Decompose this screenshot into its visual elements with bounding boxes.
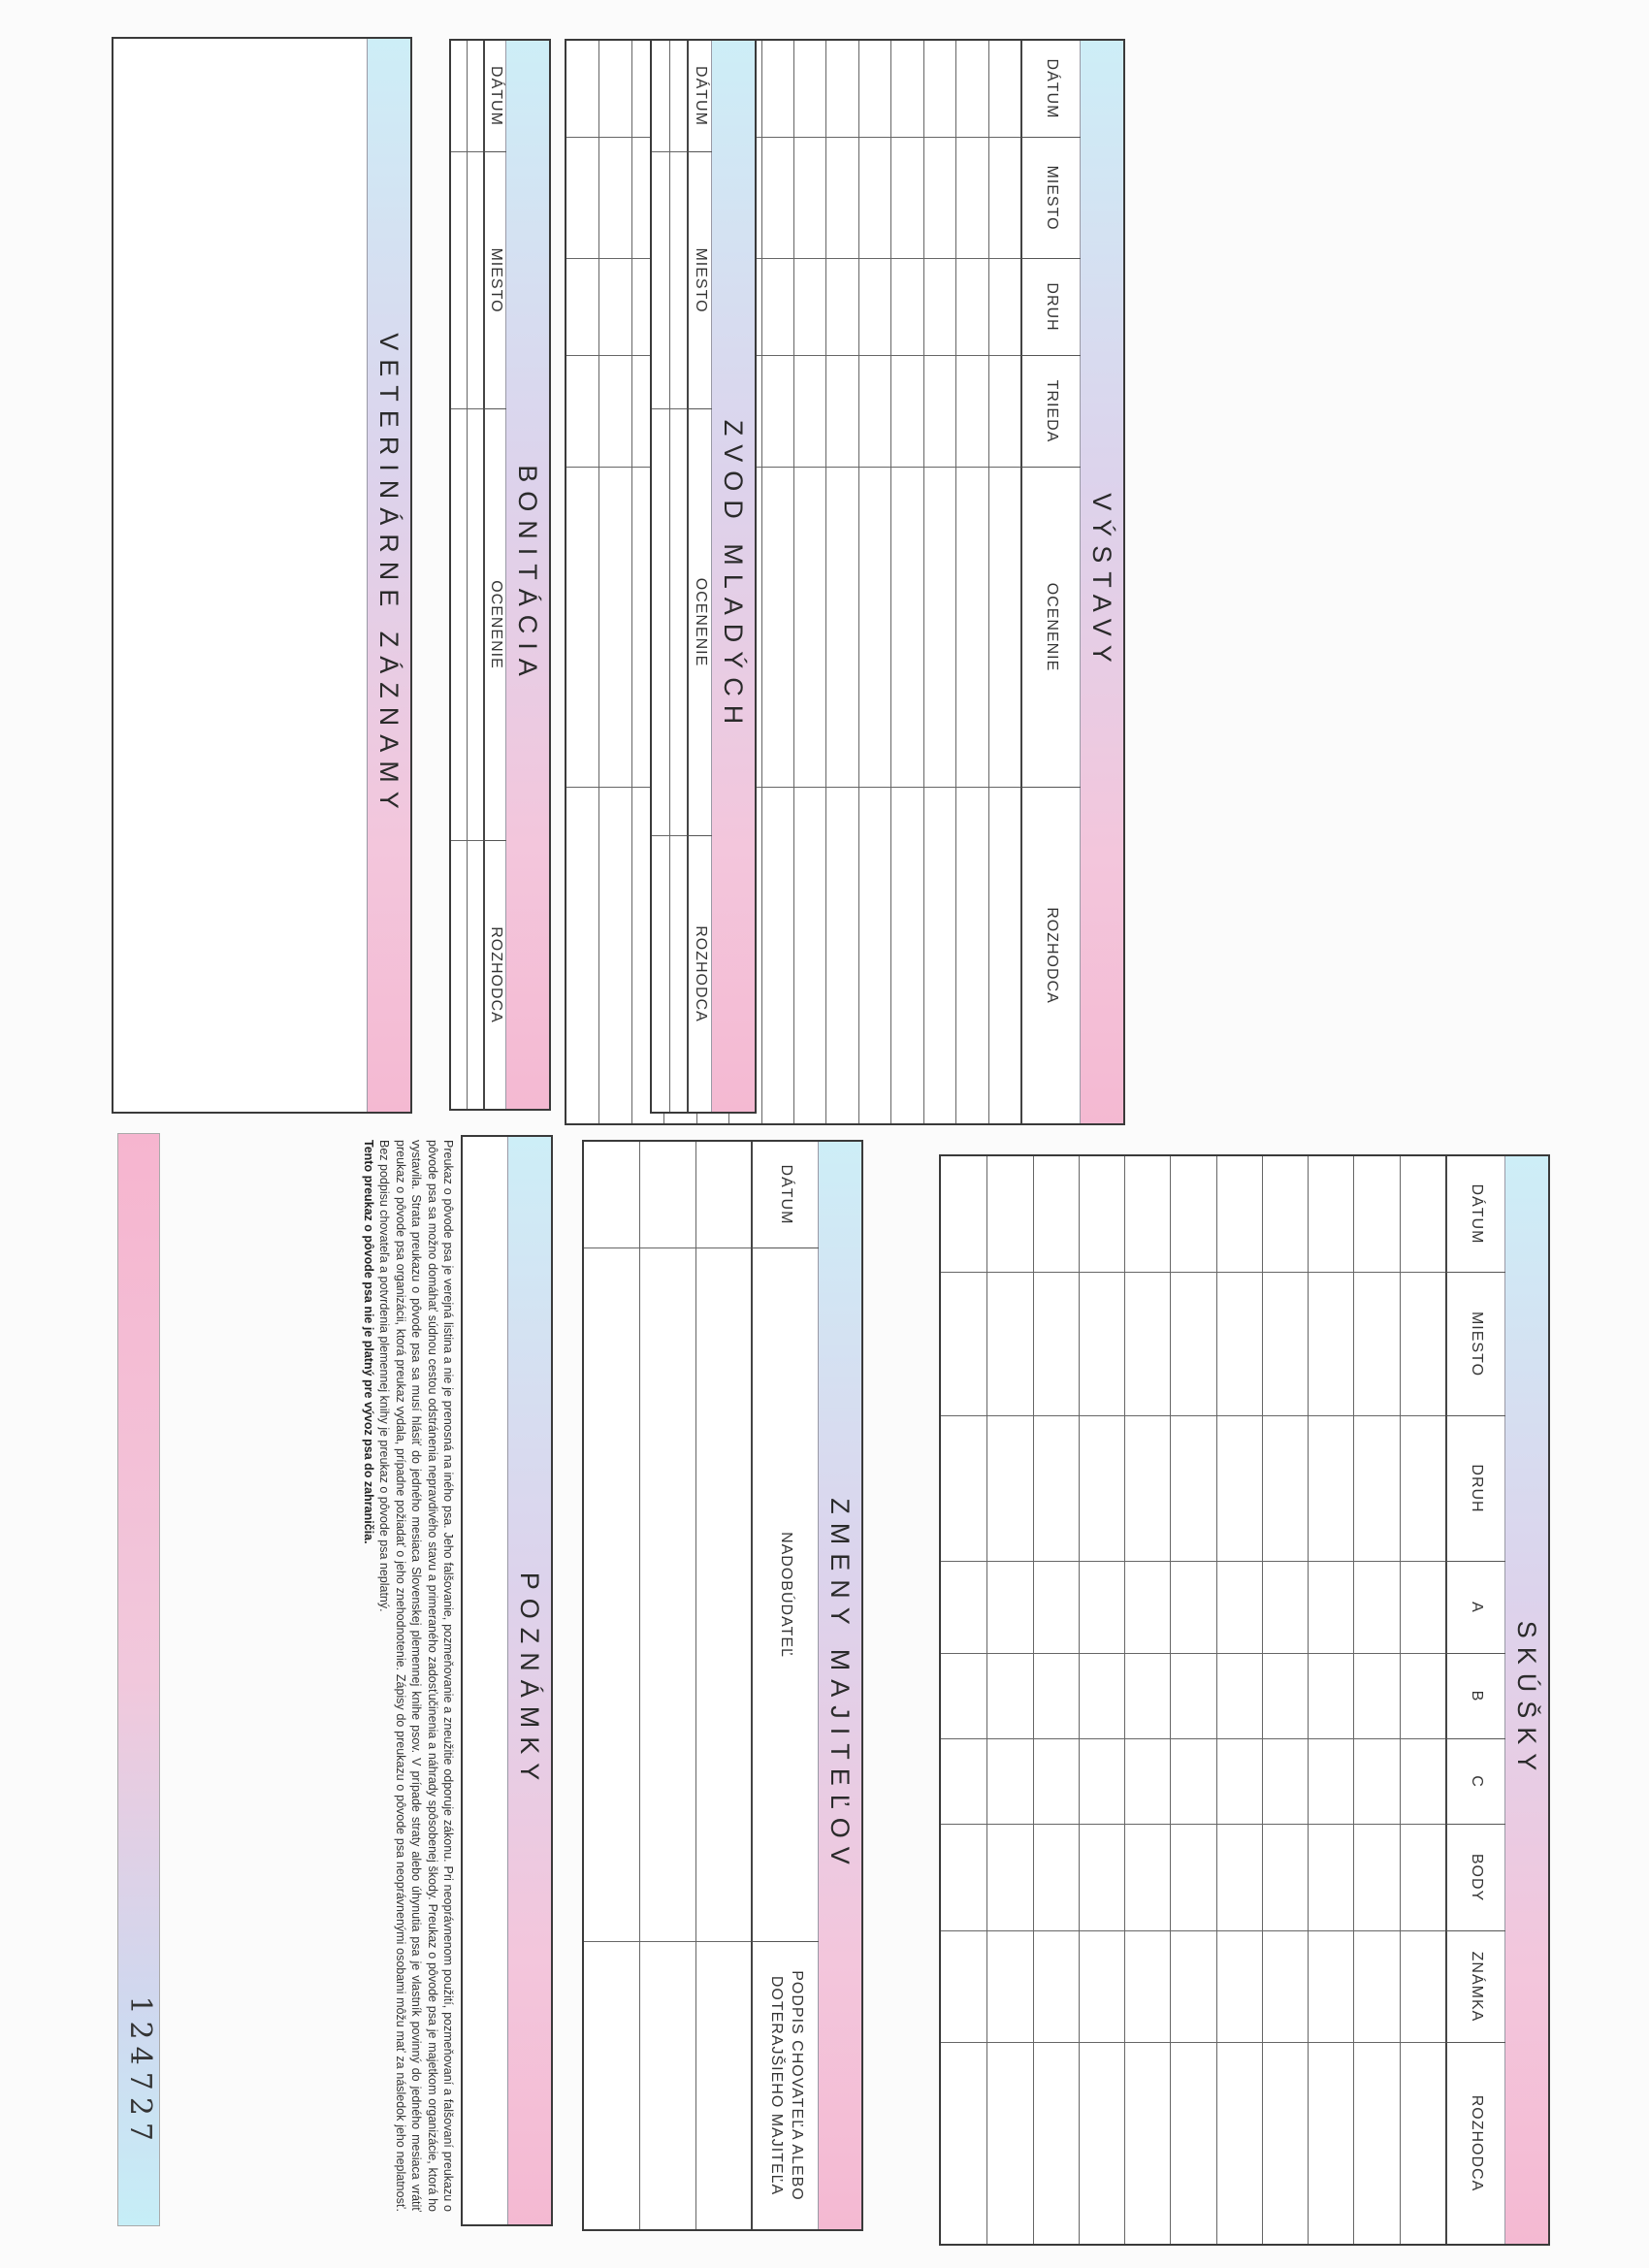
skusky-table-cell bbox=[941, 1156, 986, 1273]
zvod-table-cell bbox=[669, 41, 687, 152]
veterinarne-header-band bbox=[367, 39, 410, 1112]
zmeny-table-cell bbox=[584, 1142, 639, 1248]
skusky-table-cell bbox=[1170, 1562, 1215, 1654]
zvod-col-datum: DÁTUM bbox=[687, 41, 712, 152]
poznamky-section bbox=[461, 1135, 553, 2226]
skusky-table-cell bbox=[986, 1825, 1032, 1931]
skusky-col-rozhodca: ROZHODCA bbox=[1445, 2043, 1505, 2244]
vystavy-table-cell bbox=[955, 259, 987, 356]
skusky-table-cell bbox=[1400, 1562, 1445, 1654]
skusky-col-miesto: MIESTO bbox=[1445, 1273, 1505, 1416]
bonitacia-table bbox=[451, 41, 506, 1109]
skusky-table-cell bbox=[941, 1654, 986, 1739]
skusky-table-cell bbox=[1216, 1416, 1262, 1562]
serial-number: 124727 bbox=[123, 1995, 157, 2148]
bonitacia-table-cell bbox=[451, 41, 468, 152]
skusky-table-cell bbox=[1033, 1931, 1079, 2043]
poznamky-title: POZNÁMKY bbox=[515, 1571, 545, 1790]
skusky-table-cell bbox=[1170, 1931, 1215, 2043]
skusky-table-cell bbox=[1308, 1562, 1353, 1654]
skusky-table-cell bbox=[986, 1931, 1032, 2043]
skusky-table-cell bbox=[941, 1416, 986, 1562]
skusky-table-cell bbox=[1262, 1654, 1308, 1739]
bonitacia-section bbox=[449, 39, 551, 1111]
skusky-table-cell bbox=[1170, 1739, 1215, 1825]
vystavy-table-cell bbox=[923, 788, 955, 1123]
skusky-table-cell bbox=[1033, 1416, 1079, 1562]
skusky-table-cell bbox=[941, 1931, 986, 2043]
vystavy-table-cell bbox=[566, 138, 598, 259]
skusky-table-cell bbox=[1079, 1825, 1124, 1931]
skusky-table-cell bbox=[1124, 1739, 1170, 1825]
skusky-table-cell bbox=[941, 1562, 986, 1654]
vystavy-table-cell bbox=[858, 259, 890, 356]
vystavy-table-cell bbox=[923, 259, 955, 356]
zvod-title: ZVOD MLADÝCH bbox=[719, 419, 749, 733]
skusky-table-cell bbox=[1262, 1562, 1308, 1654]
skusky-table-cell bbox=[1216, 1931, 1262, 2043]
skusky-table-cell bbox=[1400, 1931, 1445, 2043]
zvod-section bbox=[650, 39, 757, 1114]
skusky-table-cell bbox=[1216, 1825, 1262, 1931]
vystavy-header-band bbox=[1080, 41, 1123, 1123]
vystavy-col-miesto: MIESTO bbox=[1020, 138, 1081, 259]
skusky-table-cell bbox=[986, 2043, 1032, 2244]
skusky-table-cell bbox=[1124, 1562, 1170, 1654]
vystavy-table-cell bbox=[988, 356, 1020, 468]
vystavy-table-cell bbox=[955, 356, 987, 468]
skusky-table-cell bbox=[1124, 1825, 1170, 1931]
skusky-table-cell bbox=[1033, 1156, 1079, 1273]
vystavy-table-cell bbox=[955, 788, 987, 1123]
skusky-table-cell bbox=[1170, 1825, 1215, 1931]
skusky-table-cell bbox=[986, 1156, 1032, 1273]
skusky-table-cell bbox=[1170, 1156, 1215, 1273]
vystavy-table-cell bbox=[566, 468, 598, 788]
vystavy-table-cell bbox=[761, 356, 793, 468]
skusky-table-cell bbox=[1353, 1739, 1399, 1825]
vystavy-table-cell bbox=[793, 259, 825, 356]
bonitacia-table-cell bbox=[451, 409, 468, 841]
skusky-col-znamka: ZNÁMKA bbox=[1445, 1931, 1505, 2043]
vystavy-table-cell bbox=[825, 356, 857, 468]
vystavy-table-cell bbox=[923, 356, 955, 468]
skusky-table-cell bbox=[941, 1825, 986, 1931]
skusky-table-cell bbox=[1262, 1825, 1308, 1931]
skusky-table-cell bbox=[941, 1739, 986, 1825]
bonitacia-table-cell bbox=[468, 41, 484, 152]
skusky-table-cell bbox=[1400, 1825, 1445, 1931]
bonitacia-table-cell bbox=[468, 152, 484, 409]
veterinarne-title: VETERINÁRNE ZÁZNAMY bbox=[374, 333, 404, 818]
vystavy-table-cell bbox=[890, 41, 922, 138]
skusky-table-cell bbox=[1124, 2043, 1170, 2244]
skusky-table-cell bbox=[1308, 1654, 1353, 1739]
vystavy-table bbox=[566, 41, 1081, 1123]
vystavy-table-cell bbox=[566, 356, 598, 468]
vystavy-table-cell bbox=[566, 41, 598, 138]
zvod-table-cell bbox=[669, 152, 687, 409]
zmeny-col-podpis: PODPIS CHOVATEĽA ALEBO DOTERAJŠIEHO MAJITEĽA bbox=[751, 1942, 819, 2229]
vystavy-table-cell bbox=[988, 41, 1020, 138]
skusky-table-cell bbox=[1079, 1739, 1124, 1825]
zmeny-table-cell bbox=[695, 1942, 751, 2229]
vystavy-col-trieda: TRIEDA bbox=[1020, 356, 1081, 468]
skusky-table-cell bbox=[1033, 1562, 1079, 1654]
skusky-table-cell bbox=[986, 1562, 1032, 1654]
zmeny-col-nadobudatel: NADOBÚDATEĽ bbox=[751, 1248, 819, 1942]
zmeny-col-datum: DÁTUM bbox=[751, 1142, 819, 1248]
skusky-table-cell bbox=[1216, 1156, 1262, 1273]
vystavy-table-cell bbox=[598, 138, 630, 259]
skusky-table-cell bbox=[1033, 1654, 1079, 1739]
skusky-table-cell bbox=[1353, 1156, 1399, 1273]
zmeny-table-cell bbox=[584, 1248, 639, 1942]
skusky-table-cell bbox=[1353, 1654, 1399, 1739]
skusky-table-cell bbox=[1033, 1825, 1079, 1931]
skusky-table-cell bbox=[1079, 2043, 1124, 2244]
skusky-table-cell bbox=[1033, 1273, 1079, 1416]
skusky-table-cell bbox=[1308, 1739, 1353, 1825]
vystavy-table-cell bbox=[793, 468, 825, 788]
skusky-table-cell bbox=[1216, 1654, 1262, 1739]
skusky-table-cell bbox=[1216, 2043, 1262, 2244]
vystavy-table-cell bbox=[825, 468, 857, 788]
vystavy-table-cell bbox=[988, 259, 1020, 356]
zvod-table-cell bbox=[669, 409, 687, 836]
skusky-table-cell bbox=[1308, 1273, 1353, 1416]
skusky-col-datum: DÁTUM bbox=[1445, 1156, 1505, 1273]
poznamky-header-band bbox=[507, 1137, 551, 2224]
zvod-table bbox=[652, 41, 712, 1112]
zmeny-table-cell bbox=[695, 1142, 751, 1248]
skusky-table-cell bbox=[1400, 1156, 1445, 1273]
vystavy-col-rozhodca: ROZHODCA bbox=[1020, 788, 1081, 1123]
skusky-col-c: C bbox=[1445, 1739, 1505, 1825]
skusky-table-cell bbox=[1308, 1825, 1353, 1931]
skusky-table-cell bbox=[941, 1273, 986, 1416]
bonitacia-table-cell bbox=[468, 409, 484, 841]
vystavy-table-cell bbox=[890, 259, 922, 356]
vystavy-table-cell bbox=[858, 356, 890, 468]
skusky-table-cell bbox=[1262, 1273, 1308, 1416]
vystavy-table-cell bbox=[793, 788, 825, 1123]
skusky-table-cell bbox=[1079, 1156, 1124, 1273]
vystavy-table-cell bbox=[955, 468, 987, 788]
skusky-table-cell bbox=[1079, 1562, 1124, 1654]
skusky-table-cell bbox=[1079, 1416, 1124, 1562]
skusky-table-cell bbox=[1079, 1273, 1124, 1416]
skusky-table-cell bbox=[1400, 1273, 1445, 1416]
serial-band bbox=[117, 1133, 160, 2226]
skusky-header-band bbox=[1504, 1156, 1548, 2244]
vystavy-table-cell bbox=[955, 138, 987, 259]
skusky-col-body: BODY bbox=[1445, 1825, 1505, 1931]
vystavy-table-cell bbox=[793, 356, 825, 468]
vystavy-table-cell bbox=[761, 138, 793, 259]
skusky-table-cell bbox=[941, 2043, 986, 2244]
skusky-table-cell bbox=[1262, 1931, 1308, 2043]
skusky-table-cell bbox=[1124, 1931, 1170, 2043]
skusky-table-cell bbox=[1216, 1739, 1262, 1825]
vystavy-table-cell bbox=[923, 468, 955, 788]
vystavy-table-cell bbox=[598, 468, 630, 788]
vystavy-col-datum: DÁTUM bbox=[1020, 41, 1081, 138]
skusky-table-cell bbox=[1308, 1156, 1353, 1273]
vystavy-table-cell bbox=[761, 468, 793, 788]
zvod-table-cell bbox=[652, 836, 669, 1112]
zvod-col-rozhodca: ROZHODCA bbox=[687, 836, 712, 1112]
vystavy-table-cell bbox=[988, 138, 1020, 259]
skusky-table-cell bbox=[1353, 1931, 1399, 2043]
skusky-table-cell bbox=[1400, 2043, 1445, 2244]
skusky-table-cell bbox=[1400, 1416, 1445, 1562]
bonitacia-header-band bbox=[505, 41, 549, 1109]
zmeny-table-cell bbox=[639, 1142, 695, 1248]
zvod-table-cell bbox=[652, 409, 669, 836]
skusky-table-cell bbox=[1216, 1562, 1262, 1654]
skusky-table-cell bbox=[986, 1416, 1032, 1562]
skusky-table-cell bbox=[1308, 1416, 1353, 1562]
skusky-table-cell bbox=[1124, 1654, 1170, 1739]
skusky-table-cell bbox=[1262, 1156, 1308, 1273]
vystavy-table-cell bbox=[793, 41, 825, 138]
skusky-table-cell bbox=[1262, 1739, 1308, 1825]
skusky-table-cell bbox=[1124, 1273, 1170, 1416]
vystavy-table-cell bbox=[825, 138, 857, 259]
vystavy-table-cell bbox=[858, 41, 890, 138]
vystavy-table-cell bbox=[598, 356, 630, 468]
zvod-table-cell bbox=[652, 41, 669, 152]
bonitacia-col-rozhodca: ROZHODCA bbox=[483, 841, 506, 1109]
vystavy-col-druh: DRUH bbox=[1020, 259, 1081, 356]
skusky-table-cell bbox=[1216, 1273, 1262, 1416]
bonitacia-col-datum: DÁTUM bbox=[483, 41, 506, 152]
bonitacia-col-miesto: MIESTO bbox=[483, 152, 506, 409]
bonitacia-table-cell bbox=[451, 152, 468, 409]
vystavy-table-cell bbox=[566, 788, 598, 1123]
skusky-table-cell bbox=[1079, 1931, 1124, 2043]
skusky-table-cell bbox=[1353, 1562, 1399, 1654]
vystavy-table-cell bbox=[988, 468, 1020, 788]
zvod-col-miesto: MIESTO bbox=[687, 152, 712, 409]
zvod-header-band bbox=[711, 41, 755, 1112]
skusky-table-cell bbox=[1262, 1416, 1308, 1562]
skusky-table-cell bbox=[1124, 1416, 1170, 1562]
bonitacia-table-cell bbox=[468, 841, 484, 1109]
vystavy-table-cell bbox=[890, 788, 922, 1123]
zvod-table-cell bbox=[652, 152, 669, 409]
vystavy-table-cell bbox=[761, 259, 793, 356]
zvod-table-cell bbox=[669, 836, 687, 1112]
zmeny-table-cell bbox=[584, 1942, 639, 2229]
zmeny-section bbox=[582, 1140, 863, 2231]
vystavy-table-cell bbox=[793, 138, 825, 259]
skusky-table-cell bbox=[986, 1273, 1032, 1416]
skusky-table-cell bbox=[1170, 1654, 1215, 1739]
skusky-table-cell bbox=[986, 1739, 1032, 1825]
vystavy-table-cell bbox=[825, 41, 857, 138]
zvod-col-ocenenie: OCENENIE bbox=[687, 409, 712, 836]
vystavy-table-cell bbox=[890, 356, 922, 468]
zmeny-table-cell bbox=[639, 1942, 695, 2229]
vystavy-table-cell bbox=[761, 788, 793, 1123]
skusky-col-druh: DRUH bbox=[1445, 1416, 1505, 1562]
vystavy-col-ocenenie: OCENENIE bbox=[1020, 468, 1081, 788]
zmeny-table-cell bbox=[695, 1248, 751, 1942]
zmeny-title: ZMENY MAJITEĽOV bbox=[825, 1498, 856, 1873]
skusky-table-cell bbox=[1400, 1739, 1445, 1825]
bonitacia-col-ocenenie: OCENENIE bbox=[483, 409, 506, 841]
skusky-title: SKÚŠKY bbox=[1512, 1620, 1542, 1780]
skusky-table-cell bbox=[1353, 1273, 1399, 1416]
vystavy-table-cell bbox=[923, 41, 955, 138]
skusky-table bbox=[941, 1156, 1505, 2244]
vystavy-table-cell bbox=[858, 788, 890, 1123]
vystavy-table-cell bbox=[955, 41, 987, 138]
skusky-table-cell bbox=[1400, 1654, 1445, 1739]
vystavy-table-cell bbox=[825, 259, 857, 356]
bonitacia-title: BONITÁCIA bbox=[513, 465, 543, 685]
skusky-table-cell bbox=[1353, 2043, 1399, 2244]
skusky-col-b: B bbox=[1445, 1654, 1505, 1739]
vystavy-table-cell bbox=[858, 468, 890, 788]
legal-notice bbox=[361, 1140, 456, 2212]
vystavy-table-cell bbox=[761, 41, 793, 138]
legal-notice-bold: Tento preukaz o pôvode psa nie je platný pre vývoz psa do zahraničia. bbox=[361, 1140, 375, 1544]
vystavy-table-cell bbox=[598, 788, 630, 1123]
zmeny-table bbox=[584, 1142, 819, 2229]
skusky-table-cell bbox=[1033, 2043, 1079, 2244]
vystavy-table-cell bbox=[598, 41, 630, 138]
skusky-table-cell bbox=[1170, 1416, 1215, 1562]
vystavy-table-cell bbox=[890, 468, 922, 788]
veterinarne-section bbox=[112, 37, 412, 1114]
vystavy-table-cell bbox=[890, 138, 922, 259]
skusky-section bbox=[939, 1154, 1550, 2246]
skusky-table-cell bbox=[1353, 1825, 1399, 1931]
skusky-table-cell bbox=[1353, 1416, 1399, 1562]
bonitacia-table-cell bbox=[451, 841, 468, 1109]
vystavy-table-cell bbox=[566, 259, 598, 356]
vystavy-table-cell bbox=[988, 788, 1020, 1123]
skusky-table-cell bbox=[1033, 1739, 1079, 1825]
skusky-table-cell bbox=[1079, 1654, 1124, 1739]
skusky-col-a: A bbox=[1445, 1562, 1505, 1654]
skusky-table-cell bbox=[1170, 2043, 1215, 2244]
skusky-table-cell bbox=[1124, 1156, 1170, 1273]
skusky-table-cell bbox=[986, 1654, 1032, 1739]
vystavy-table-cell bbox=[825, 788, 857, 1123]
vystavy-section bbox=[565, 39, 1125, 1125]
skusky-table-cell bbox=[1308, 1931, 1353, 2043]
skusky-table-cell bbox=[1262, 2043, 1308, 2244]
vystavy-title: VÝSTAVY bbox=[1087, 493, 1117, 671]
skusky-table-cell bbox=[1308, 2043, 1353, 2244]
legal-notice-text: Preukaz o pôvode psa je verejná listina a nie je prenosná na iného psa. Jeho falšovanie, pozmeňovanie a zneužitie odporuje zákonu. Pri neoprávnenom použití, pozmeňovaní a falšovaní preukazu o pôvode psa sa možno domáhať súdnou cestou odstránenia nepravdivého stavu a primeraného zadosťučinenia a náhrady spôsobenej škody. Preukaz o pôvode psa je majetkom organizácie, ktorá ho vystavila. Strata preukazu o pôvode psa sa musí hlásiť do jedného mesiaca Slovenskej plemennej knihe psov. V prípade straty alebo úhynutia psa je vlastník povinný do jedného mesiaca vrátiť preukaz o pôvode psa organizácii, ktorá preukaz vydala, prípadne požiadať o jeho znehodnotenie. Zápisy do preukazu o pôvode psa neoprávnenými osobami môžu mať za následok jeho neplatnosť. Bez podpisu chovateľa a potvrdenia plemennej knihy je preukaz o pôvode psa neplatný. bbox=[377, 1140, 455, 2212]
zmeny-header-band bbox=[818, 1142, 861, 2229]
zmeny-table-cell bbox=[639, 1248, 695, 1942]
vystavy-table-cell bbox=[598, 259, 630, 356]
vystavy-table-cell bbox=[923, 138, 955, 259]
skusky-table-cell bbox=[1170, 1273, 1215, 1416]
vystavy-table-cell bbox=[858, 138, 890, 259]
